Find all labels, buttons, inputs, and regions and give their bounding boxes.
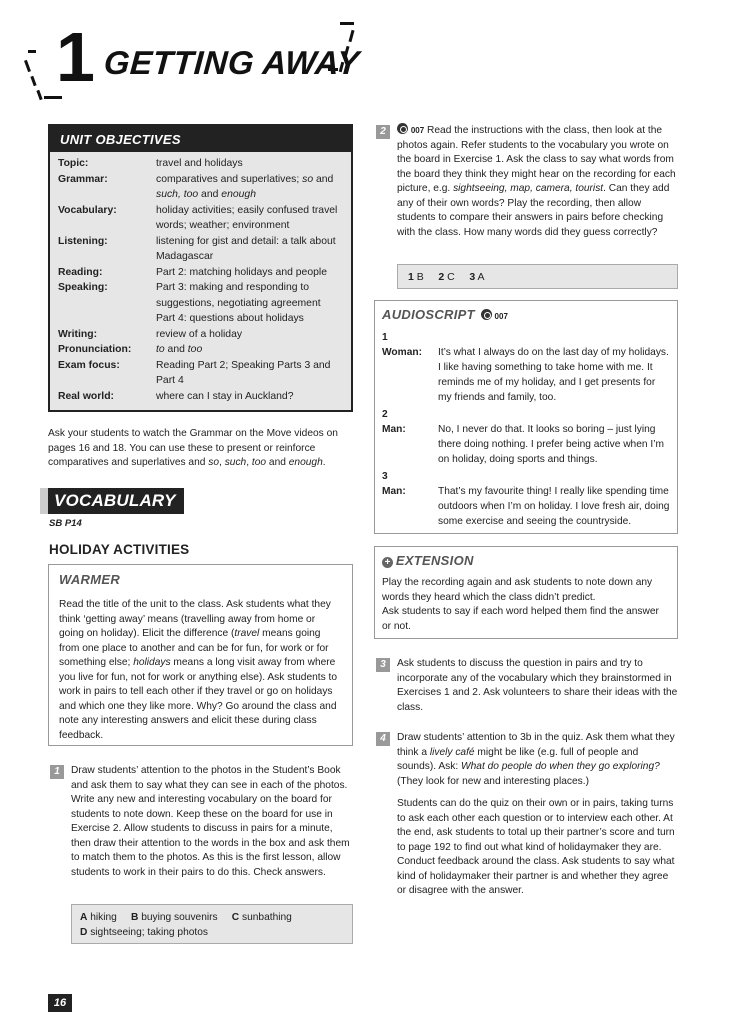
extension-header [382,552,670,570]
unit-number: 1 [56,18,95,96]
objective-value: travel and holidays [156,158,243,169]
script-number: 2 [382,409,388,421]
bracket-mark-left [28,50,36,53]
extension-text: Play the recording again and ask students to note down any words they heard which the class didn’t predict. Ask students to say if each word helped them find the answer or not. [382,577,659,632]
objectives-table [50,152,351,404]
audioscript-header [382,306,670,324]
audio-code: 007 [494,312,508,321]
sb-page-ref: SB P14 [49,518,82,529]
audio-icon [481,309,492,320]
exercise-1-answers [71,904,353,944]
warmer-box [48,564,353,746]
audioscript-items [382,330,670,529]
audio-icon [397,123,408,134]
objective-value: Part 2: matching holidays and people [156,266,327,278]
objective-key: Pronunciation: [58,344,132,355]
warmer-text: Read the title of the unit to the class. Ask students what they think ‘getting away’ means (travelling away from home or going on holiday). Elicit the difference (travel means going from one place to another and can be for fun, for work or for something else; holidays means a long visit away from where you live for fun, not for work or anything else). Ask students to work in pairs to tell each other if they travel or go on holidays and which one they like more. Why? Go around the class and note any interesting answers and elicit these during class feedback. [59,599,338,741]
audioscript-title: AUDIOSCRIPT [382,307,475,322]
exercise-1-text: Draw students’ attention to the photos in the Student’s Book and ask them to say what they can see in each of the photos. Write any new and interesting vocabulary on the board for students to note down. Keep these on the board for use in Exercise 2. Allow students to discuss in pairs for a minute, then draw their attention to the words in the box and ask them to match them to the photos. As this is the first lesson, allow students to work in their pairs to do this. Check answers. [71,765,350,878]
answer-line: A hiking B buying souvenirs C sunbathing [80,912,292,923]
script-number: 1 [382,332,388,344]
objective-key: Listening: [58,235,108,247]
objective-key: Reading: [58,266,103,278]
unit-title: GETTING AWAY [102,44,361,81]
exercise-4-paragraph-2: Students can do the quiz on their own or in pairs, taking turns to ask each other each question or to interview each other. At the end, ask students to total up their partner’s score and turn to page 192 to find out what kind of holidaymaker they are. Conduct feedback around the class. Ask students to say what kind of holidaymaker their partner is and whether they agree or disagree with the answer. [397,798,675,896]
script-line: Man: That’s my favourite thing! I really like spending time outdoors when I’m on holiday. I love fresh air, doing some exercise and seeing the countryside. [382,486,670,528]
objective-row [58,327,343,343]
unit-objectives-title: UNIT OBJECTIVES [50,126,351,152]
script-line: Woman: It’s what I always do on the last day of my holidays. I like having something to take home with me. It reminds me of my holiday, and I get presents for my friends and family, too. [382,347,669,404]
objective-value: comparatives and superlatives; so and such, too and enough [156,173,334,200]
objective-row [58,203,343,234]
script-line: Man: No, I never do that. It looks so boring – just lying there doing nothing. I prefer being active when I’m on holiday, doing sports and things. [382,424,664,466]
exercise-number-badge: 1 [50,765,64,779]
warmer-title: WARMER [59,572,121,587]
objective-row [58,389,343,405]
exercise-2-text: 007 Read the instructions with the class, then look at the photos again. Refer students to the vocabulary you wrote on the board in Exercise 1. Ask the class to say what words from the board they think they might hear on the recording for each picture, e.g. sightseeing, map, camera, tourist. Can they add any of their own words? Play the recording, then allow students to compare their answers in pairs before checking with the class. How many words did they guess correctly? [397,125,676,238]
bracket-mark-left [36,90,42,100]
objective-value: to and too [156,344,203,355]
intro-paragraph: Ask your students to watch the Grammar on the Move videos on pages 16 and 18. You can use these to present or reinforce comparatives and superlatives and so, such, too and enough. [48,428,338,468]
objective-value: Part 3: making and responding to suggestions, negotiating agreement Part 4: questions about holidays [156,282,321,324]
objective-key: Speaking: [58,282,108,293]
page-number: 16 [48,994,72,1012]
audioscript-box [374,300,678,534]
exercise-number-badge: 3 [376,658,390,672]
section-heading: HOLIDAY ACTIVITIES [49,542,190,557]
vocabulary-tag: VOCABULARY [48,488,184,514]
objective-value: Reading Part 2; Speaking Parts 3 and Part 4 [156,359,331,386]
objective-value: where can I stay in Auckland? [156,390,294,402]
objective-key: Exam focus: [58,359,120,371]
exercise-number-badge: 2 [376,125,390,139]
objective-key: Writing: [58,328,98,340]
bracket-mark-right [340,22,354,25]
objective-key: Grammar: [58,173,108,185]
objective-key: Vocabulary: [58,204,117,216]
bracket-mark-left [24,60,31,72]
objective-key: Real world: [58,390,115,402]
exercise-number-badge: 4 [376,732,390,746]
objective-row [58,156,343,172]
extension-title: EXTENSION [395,553,474,568]
objective-row [58,358,343,389]
exercise-2-answers: 1 B 2 C 3 A [397,264,678,289]
answer-line: D sightseeing; taking photos [80,927,209,938]
vocabulary-section-tag [40,488,176,514]
extension-box [374,546,678,639]
exercise-3-text: Ask students to discuss the question in pairs and try to incorporate any of the vocabulary which they brainstormed in Exercises 1 and 2. Ask volunteers to share their ideas with the class. [397,658,678,713]
objective-value: listening for gist and detail: a talk about Madagascar [156,235,336,262]
objective-value: holiday activities; easily confused travel words; weather; environment [156,204,338,231]
plus-circle-icon: + [382,557,393,568]
unit-header [0,0,734,110]
exercise-4-text: Draw students’ attention to 3b in the quiz. Ask them what they think a lively café might be like (e.g. full of people and sounds). Ask: What do people do when they go exploring? (They look for new and interesting places.) [397,732,675,787]
unit-objectives-box [48,124,353,412]
objective-row [58,172,343,203]
bracket-mark-left [30,76,36,86]
objective-row [58,265,343,281]
objective-row [58,342,343,358]
objective-value: review of a holiday [156,328,243,340]
objective-key: Topic: [58,158,89,169]
objective-row [58,280,343,327]
objective-row [58,234,343,265]
bracket-mark-left [44,96,62,99]
script-number: 3 [382,471,388,483]
